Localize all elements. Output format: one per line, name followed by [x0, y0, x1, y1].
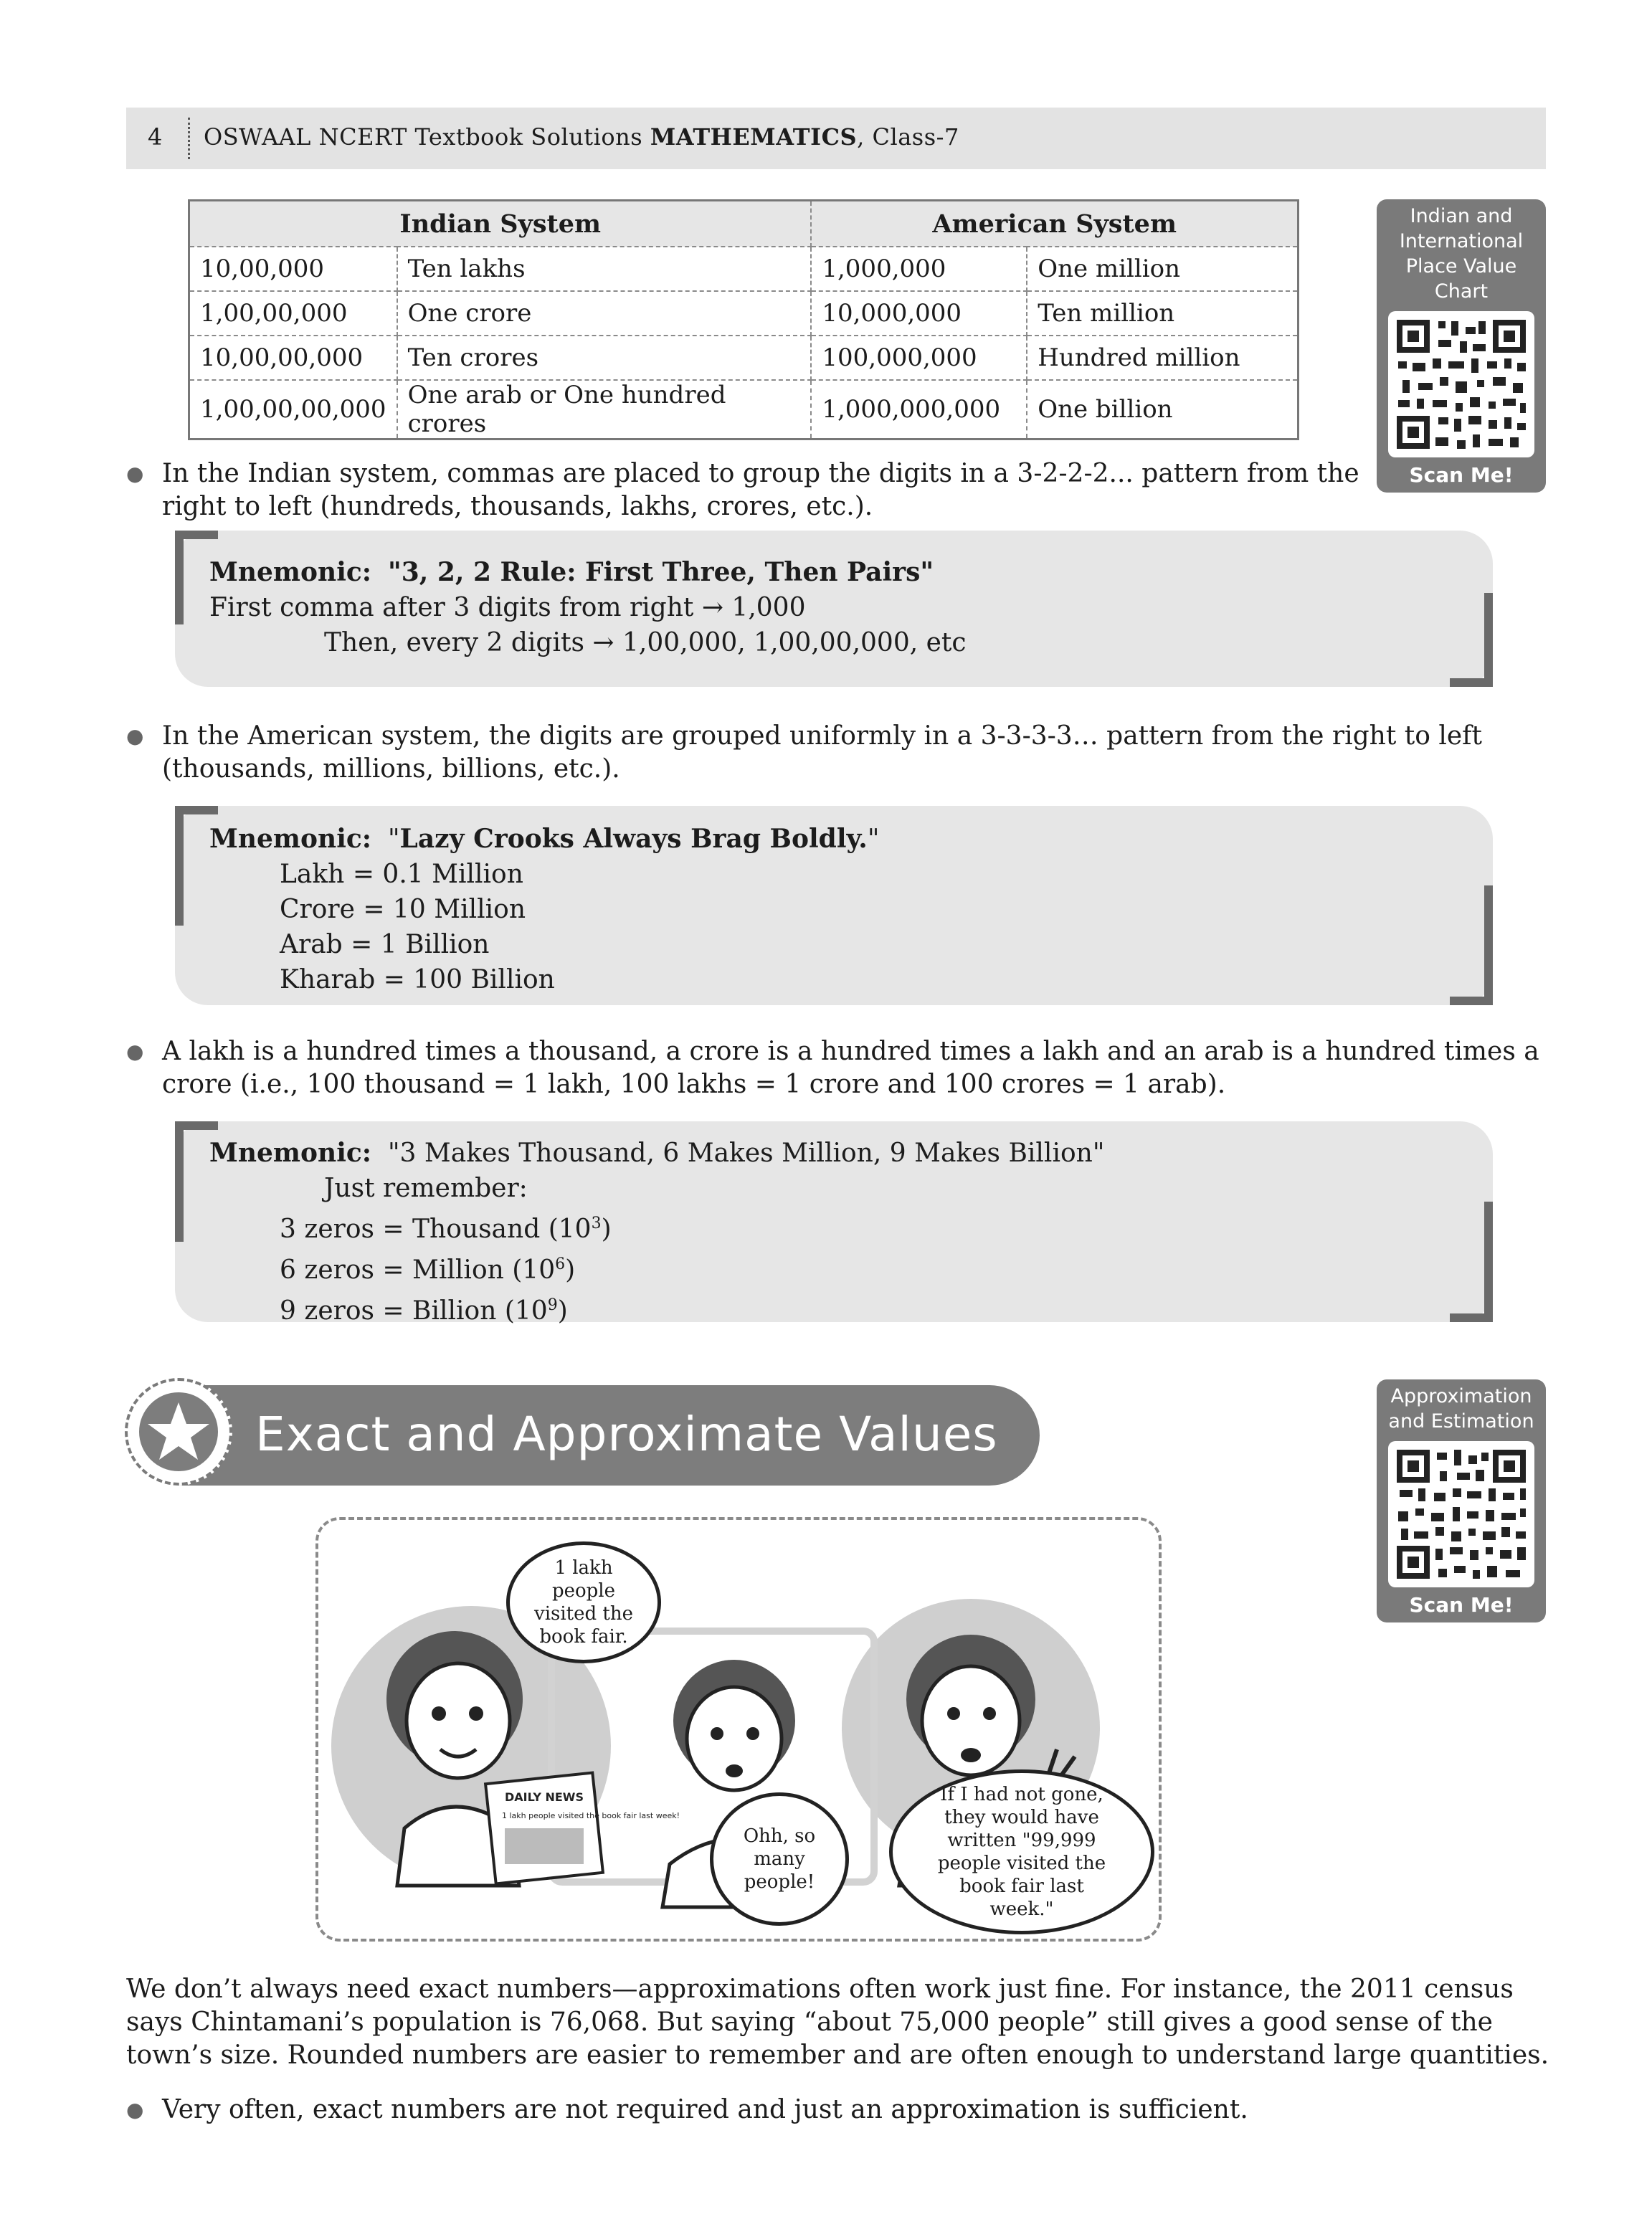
header-divider — [188, 118, 190, 159]
qr-title-line: International — [1399, 230, 1524, 252]
table-cell: One crore — [397, 291, 812, 336]
page-number: 4 — [148, 123, 163, 151]
book-class: , Class-7 — [857, 123, 959, 151]
table-row — [189, 336, 1299, 380]
bullet-text: In the Indian system, commas are placed to group the digits in a 3-2-2-2... pattern from the right to left (hundreds, thousands, lakhs, crores, etc.). — [162, 459, 1359, 521]
exponent: 3 — [591, 1215, 602, 1232]
mnemonic-label: Mnemonic: — [209, 1138, 372, 1168]
table-cell: 100,000,000 — [811, 336, 1027, 380]
place-value-table — [188, 199, 1299, 440]
box-corner-right — [1484, 593, 1493, 687]
mnemonic-label: Mnemonic: — [209, 557, 372, 587]
quote-open: " — [387, 825, 400, 854]
bullet-indian-grouping — [126, 457, 1553, 523]
mnemonic-heading — [209, 822, 879, 857]
speech-bubble-lakh — [506, 1541, 661, 1663]
qr-title-line: Chart — [1434, 280, 1489, 303]
table-cell: Ten crores — [397, 336, 812, 380]
mnemonic-line — [209, 1247, 1104, 1288]
bullet-text: Very often, exact numbers are not required and just an approximation is sufficient. — [162, 2095, 1248, 2124]
box-corner-left — [175, 1121, 184, 1242]
speech-text: If I had not gone, they would have written "99,999 people visited the book fair last week." — [937, 1784, 1106, 1920]
mnemonic-line — [209, 1206, 1104, 1247]
table-cell: One billion — [1027, 380, 1298, 439]
mnemonic-title: "3, 2, 2 Rule: First Three, Then Pairs" — [387, 557, 934, 587]
mnemonic-heading — [209, 555, 967, 590]
mnemonic-label: Mnemonic: — [209, 824, 372, 854]
box-corner-top — [175, 531, 218, 539]
table-cell: Ten million — [1027, 291, 1298, 336]
qr-code-icon[interactable] — [1388, 1441, 1534, 1587]
table-row — [189, 247, 1299, 291]
paren-close: ) — [601, 1215, 612, 1244]
qr-title-line: Place Value — [1405, 255, 1517, 277]
power-text: 9 zeros = Billion (10 — [280, 1296, 548, 1326]
table-cell: One million — [1027, 247, 1298, 291]
mnemonic-box — [175, 1121, 1493, 1326]
box-corner-bottom — [1450, 678, 1493, 687]
table-cell: Ten lakhs — [397, 247, 812, 291]
qr-title-line: Indian and — [1410, 205, 1513, 227]
mnemonic-line: Crore = 10 Million — [280, 895, 526, 924]
table-cell: Hundred million — [1027, 336, 1298, 380]
table-row — [189, 291, 1299, 336]
qr-title-line: and Estimation — [1388, 1410, 1534, 1432]
speech-bubble-ohh — [710, 1792, 849, 1926]
bullet-text: In the American system, the digits are grouped uniformly in a 3-3-3-3… pattern from the right to left (thousands, millions, billions, etc.). — [162, 721, 1482, 784]
box-corner-left — [175, 531, 184, 624]
indian-system-header: Indian System — [189, 201, 812, 247]
mnemonic-line: First comma after 3 digits from right → 1,000 — [209, 593, 806, 622]
paren-close: ) — [565, 1255, 576, 1285]
newspaper-headline: 1 lakh people visited the book fair last week! — [502, 1811, 680, 1820]
exponent: 9 — [547, 1296, 558, 1314]
box-corner-bottom — [1450, 1313, 1493, 1322]
book-title — [204, 123, 959, 151]
table-cell: One arab or One hundred crores — [397, 380, 812, 439]
box-corner-top — [175, 806, 218, 814]
mnemonic-line: Kharab = 100 Billion — [280, 965, 555, 994]
paren-close: ) — [557, 1296, 568, 1326]
mnemonic-line — [209, 1288, 1104, 1329]
mnemonic-line: Just remember: — [324, 1174, 528, 1203]
bullet-text: A lakh is a hundred times a thousand, a crore is a hundred times a lakh and an arab is a hundred times a crore (i.e., 100 thousand = 1 lakh, 100 lakhs = 1 crore and 100 crores = 1 arab). — [162, 1037, 1539, 1099]
table-cell: 1,000,000 — [811, 247, 1027, 291]
bullet-lakh-crore-relation — [126, 1035, 1553, 1101]
bullet-approximation-sufficient — [126, 2094, 1553, 2127]
paragraph-approximation: We don’t always need exact numbers—approximations often work just fine. For instance, the 2011 census says Chintamani’s population is 76,068. But saying “about 75,000 people” still gives a good sense of the town’s size. Rounded numbers are easier to remember and are often enough to understand large quantities. — [126, 1975, 1549, 2070]
table-row — [189, 380, 1299, 439]
speech-text: Ohh, so many people! — [743, 1825, 816, 1893]
mnemonic-title: Lazy Crooks Always Brag Boldly. — [399, 824, 868, 854]
bullet-icon: ● — [126, 462, 144, 485]
star-icon — [139, 1392, 218, 1471]
box-corner-left — [175, 806, 184, 926]
newspaper-title: DAILY NEWS — [505, 1790, 584, 1804]
table-cell: 10,000,000 — [811, 291, 1027, 336]
page-header — [126, 108, 1546, 169]
qr-title — [1377, 199, 1546, 304]
speech-bubble-99999 — [889, 1769, 1154, 1934]
qr-card-place-value[interactable] — [1377, 199, 1546, 493]
speech-text: 1 lakh people visited the book fair. — [534, 1557, 633, 1648]
qr-title — [1377, 1379, 1546, 1434]
table-cell: 1,00,00,000 — [189, 291, 397, 336]
american-system-header: American System — [811, 201, 1298, 247]
box-corner-bottom — [1450, 997, 1493, 1005]
table-header-row — [189, 201, 1299, 247]
mnemonic-heading — [209, 1136, 1104, 1171]
bullet-icon: ● — [126, 724, 144, 748]
exponent: 6 — [555, 1255, 566, 1273]
mnemonic-line: Arab = 1 Billion — [280, 930, 490, 959]
qr-title-line: Approximation — [1390, 1385, 1532, 1407]
scan-me-label: Scan Me! — [1409, 1593, 1514, 1617]
mnemonic-line: Lakh = 0.1 Million — [280, 860, 523, 889]
comic-illustration — [315, 1517, 1162, 1942]
power-text: 3 zeros = Thousand (10 — [280, 1215, 592, 1244]
mnemonic-line: Then, every 2 digits → 1,00,000, 1,00,00,000, etc — [324, 628, 967, 657]
qr-code-icon[interactable] — [1388, 311, 1534, 457]
quote-close: " — [867, 825, 880, 854]
box-corner-right — [1484, 1202, 1493, 1322]
power-text: 6 zeros = Million (10 — [280, 1255, 556, 1285]
table-cell: 10,00,000 — [189, 247, 397, 291]
bullet-american-grouping — [126, 720, 1553, 786]
scan-me-label: Scan Me! — [1409, 463, 1514, 487]
mnemonic-title: "3 Makes Thousand, 6 Makes Million, 9 Makes Billion" — [387, 1139, 1105, 1168]
book-title-prefix: OSWAAL NCERT Textbook Solutions — [204, 123, 650, 151]
box-corner-right — [1484, 885, 1493, 1005]
section-title: Exact and Approximate Values — [255, 1407, 998, 1462]
table-cell: 1,00,00,00,000 — [189, 380, 397, 439]
bullet-icon: ● — [126, 2098, 144, 2121]
book-subject: MATHEMATICS — [650, 123, 858, 151]
bullet-icon: ● — [126, 1040, 144, 1063]
qr-card-approximation[interactable] — [1377, 1379, 1546, 1622]
box-corner-top — [175, 1121, 218, 1130]
table-cell: 1,000,000,000 — [811, 380, 1027, 439]
table-cell: 10,00,00,000 — [189, 336, 397, 380]
mnemonic-box — [175, 531, 1493, 687]
mnemonic-box — [175, 806, 1493, 1005]
